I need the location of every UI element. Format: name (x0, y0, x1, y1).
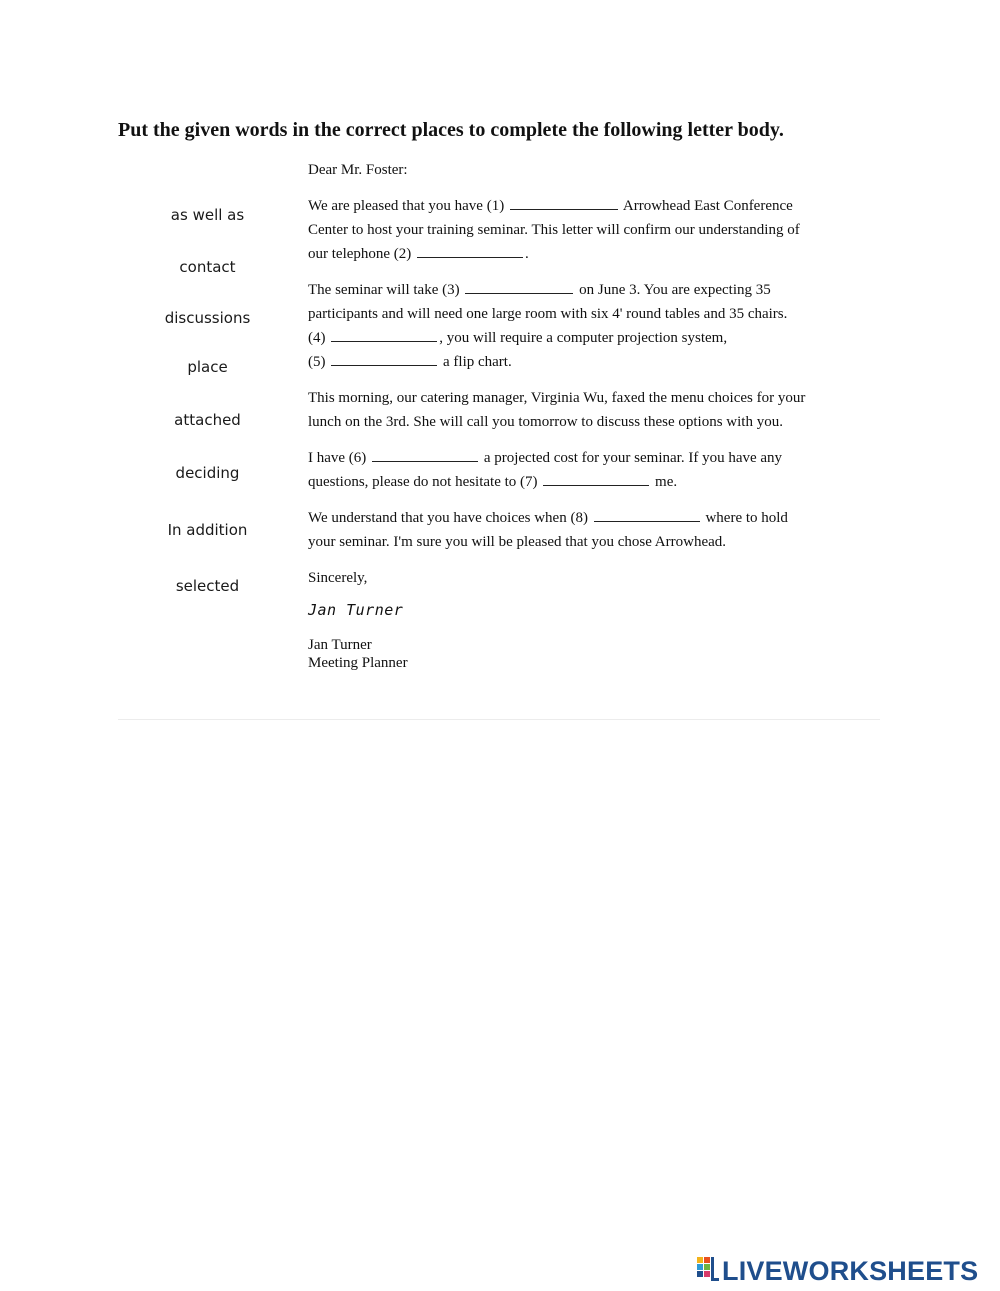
closing: Sincerely, (308, 570, 368, 586)
text-segment: We are pleased that you have (1) (308, 198, 505, 214)
text-line: your seminar. I'm sure you will be pleased that you chose Arrowhead. (308, 534, 727, 550)
liveworksheets-logo-icon (697, 1257, 719, 1285)
text-line: lunch on the 3rd. She will call you tomorrow to discuss these options with you. (308, 414, 783, 430)
word-bank-item: In addition (167, 521, 248, 539)
blank-8[interactable] (594, 520, 700, 522)
text-segment: on June 3. You are expecting 35 (579, 282, 771, 298)
letter-body (308, 158, 868, 672)
text-segment: , you will require a computer projection system, (439, 330, 728, 346)
blank-1[interactable] (510, 208, 618, 210)
text-segment: (4) (308, 330, 326, 346)
text-segment: me. (655, 474, 678, 490)
text-segment: where to hold (705, 510, 788, 526)
divider (118, 719, 880, 720)
paragraph-2 (308, 278, 868, 374)
blank-5[interactable] (331, 364, 437, 366)
sender-title: Meeting Planner (308, 655, 408, 671)
paragraph-3 (308, 386, 868, 434)
word-bank-item: deciding (175, 464, 240, 482)
paragraph-4 (308, 446, 868, 494)
text-segment: a projected cost for your seminar. If you have any (483, 450, 783, 466)
text-line: This morning, our catering manager, Virginia Wu, faxed the menu choices for your (308, 390, 806, 406)
word-bank-item: contact (179, 258, 236, 276)
blank-3[interactable] (465, 292, 573, 294)
text-line: Center to host your training seminar. This letter will confirm our understanding of (308, 222, 800, 238)
blank-6[interactable] (372, 460, 478, 462)
text-segment: (5) (308, 354, 326, 370)
text-segment: Arrowhead East Conference (622, 198, 793, 214)
instruction-heading: Put the given words in the correct places to complete the following letter body. (118, 119, 784, 141)
text-line: participants and will need one large room with six 4' round tables and 35 chairs. (308, 306, 788, 322)
salutation: Dear Mr. Foster: (308, 162, 408, 178)
sender-name: Jan Turner (308, 637, 372, 653)
text-segment: The seminar will take (3) (308, 282, 460, 298)
word-bank-item: discussions (164, 309, 251, 327)
word-bank-item: attached (174, 411, 241, 429)
text-segment: a flip chart. (443, 354, 512, 370)
word-bank-item: selected (175, 577, 240, 595)
blank-2[interactable] (417, 256, 523, 258)
blank-7[interactable] (543, 484, 649, 486)
text-segment: . (525, 246, 529, 262)
paragraph-5 (308, 506, 868, 554)
liveworksheets-logo (697, 1256, 978, 1286)
signature: Jan Turner (308, 601, 404, 619)
brand-name: LIVEWORKSHEETS (722, 1256, 979, 1286)
blank-4[interactable] (331, 340, 437, 342)
text-segment: We understand that you have choices when (8) (308, 510, 588, 526)
text-segment: I have (6) (308, 450, 367, 466)
text-segment: questions, please do not hesitate to (7) (308, 474, 538, 490)
word-bank-item: place (187, 358, 228, 376)
text-segment: our telephone (2) (308, 246, 412, 262)
paragraph-1 (308, 194, 868, 266)
word-bank-item: as well as (170, 206, 245, 224)
